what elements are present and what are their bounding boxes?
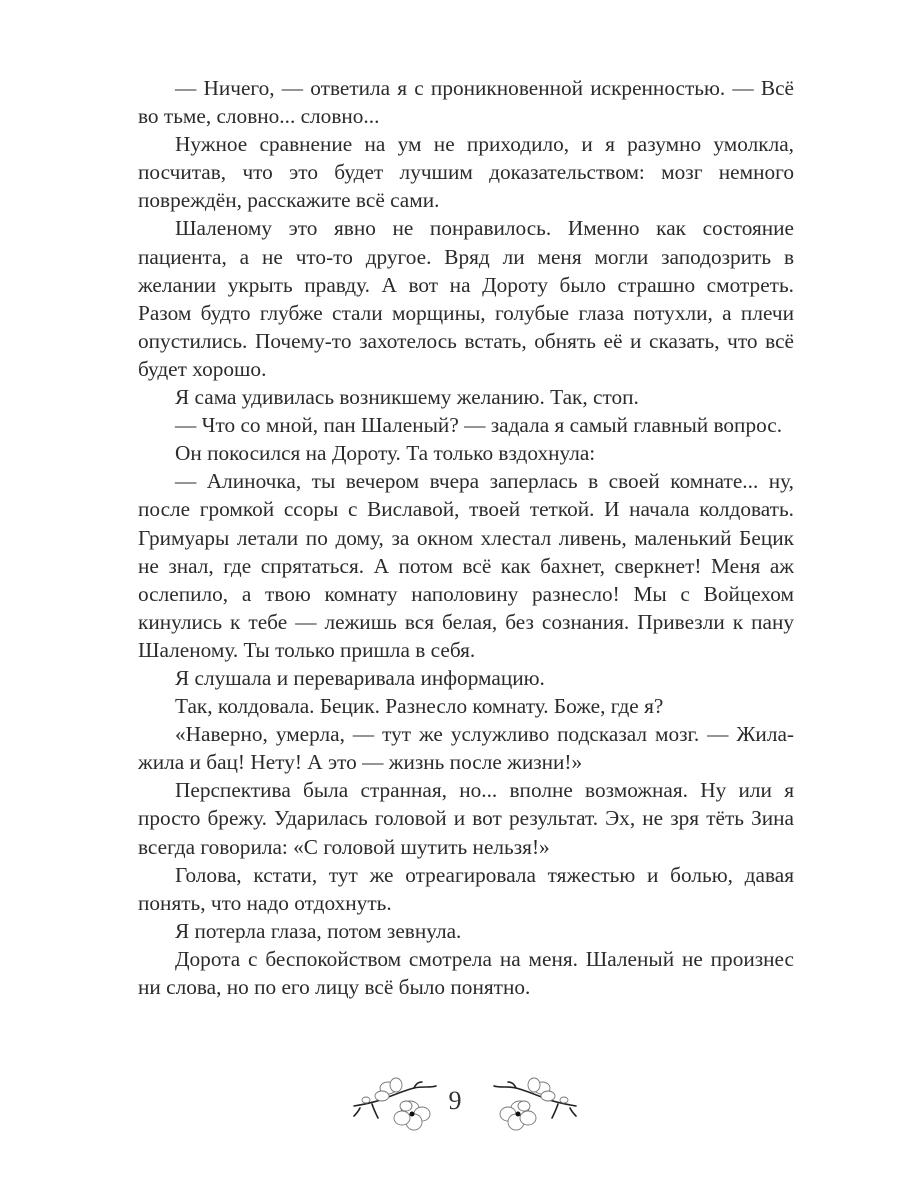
page-body: [138, 74, 794, 1001]
page-footer: [0, 1072, 900, 1132]
paragraph: Перспектива была странная, но... вполне возможная. Ну или я просто брежу. Ударилась головой и вот результат. Эх, не зря тёть Зина всегда говорила: «С головой шутить нельзя!»: [138, 778, 794, 859]
paragraph: — Алиночка, ты вечером вчера заперлась в своей комнате... ну, после громкой ссоры с Виславой, твоей теткой. И начала колдовать. Гримуары летали по дому, за окном хлестал ливень, маленький Бецик не знал, где спрятаться. А потом всё как бахнет, сверкнет! Меня аж ослепило, а твою комнату наполовину разнесло! Мы с Войцехом кинулись к тебе — лежишь вся белая, без сознания. Привезли к пану Шаленому. Ты только пришла в себя.: [138, 469, 794, 662]
paragraph: — Ничего, — ответила я с проникновенной искренностью. — Всё во тьме, словно... словно...: [138, 76, 794, 129]
paragraph: Дорота с беспокойством смотрела на меня. Шаленый не произнес ни слова, но по его лицу всё было понятно.: [138, 946, 794, 999]
magnolia-branch-icon: [352, 1076, 440, 1132]
paragraph: Голова, кстати, тут же отреагировала тяжестью и болью, давая понять, что надо отдохнуть.: [138, 862, 794, 915]
paragraph: Я сама удивилась возникшему желанию. Так, стоп.: [175, 385, 639, 410]
paragraph: Нужное сравнение на ум не приходило, и я разумно умолкла, посчитав, что это будет лучшим доказательством: мозг немного повреждён, расскажите всё сами.: [138, 132, 794, 213]
paragraph: — Что со мной, пан Шаленый? — задала я самый главный вопрос.: [175, 413, 783, 438]
paragraph: Он покосился на Дороту. Та только вздохнула:: [175, 441, 596, 466]
paragraph: «Наверно, умерла, — тут же услужливо подсказал мозг. — Жила-жила и бац! Нету! А это — жизнь после жизни!»: [138, 722, 794, 775]
paragraph: Так, колдовала. Бецик. Разнесло комнату. Боже, где я?: [175, 694, 664, 719]
paragraph: Шаленому это явно не понравилось. Именно как состояние пациента, а не что-то другое. Вряд ли меня могли заподозрить в желании укрыть правду. А вот на Дороту было страшно смотреть. Разом будто глубже стали морщины, голубые глаза потухли, а плечи опустились. Почему-то захотелось встать, обнять её и сказать, что всё будет хорошо.: [138, 216, 794, 381]
paragraph: Я потерла глаза, потом зевнула.: [175, 918, 462, 943]
paragraph: Я слушала и переваривала информацию.: [175, 665, 545, 690]
page-number: 9: [448, 1086, 462, 1115]
magnolia-branch-icon: [490, 1076, 578, 1132]
